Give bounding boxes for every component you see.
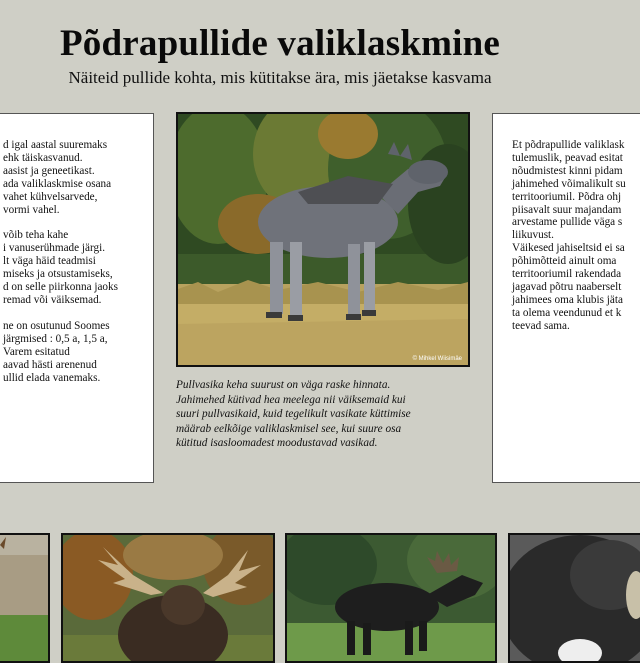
left-panel-line: aasist ja geneetikast.	[3, 164, 95, 177]
left-panel-line: miseks ja otsustamiseks,	[3, 268, 113, 281]
poster-subtitle: Näiteid pullide kohta, mis kütitakse ära, mis jäetakse kasvama	[68, 68, 492, 87]
moose-thumbnail-4	[508, 533, 640, 663]
right-text-panel	[492, 113, 640, 483]
left-text-panel	[0, 113, 154, 483]
left-panel-line: d igal aastal suuremaks	[3, 139, 108, 151]
left-panel-line: ehk täiskasvanud.	[3, 151, 83, 164]
left-panel-line: järgmised : 0,5 a, 1,5 a,	[3, 332, 108, 345]
moose-thumbnail-2	[61, 533, 275, 663]
moose-thumbnail-3	[285, 533, 497, 663]
right-panel-line: Väikesed jahiseltsid ei sa	[512, 242, 625, 255]
right-panel-line: arvestame pullide väga s	[512, 216, 623, 229]
left-panel-line: aavad hästi arenenud	[3, 358, 97, 371]
left-panel-line: ne on osutunud Soomes	[3, 319, 110, 332]
moose-calf-illustration	[178, 114, 468, 365]
moose-thumbnail-2-illustration	[63, 535, 273, 661]
right-panel-line: liikuvust.	[512, 229, 554, 242]
left-panel-line: d on selle piirkonna jaoks	[3, 281, 118, 294]
right-panel-line: jahimees oma klubis jäta	[512, 293, 623, 306]
moose-thumbnail-4-illustration	[510, 535, 640, 661]
caption-line: kütitud isasloomadest moodustavad vasikad.	[176, 437, 378, 450]
right-panel-line: nõudmistest kinni pidam	[512, 164, 623, 177]
right-panel-line: Et põdrapullide valiklask	[512, 139, 625, 151]
left-panel-line: vahet kühvelsarvede,	[3, 190, 98, 203]
left-panel-line: ullid elada vanemaks.	[3, 371, 101, 384]
left-panel-line: i vanuserühmade järgi.	[3, 242, 106, 255]
caption-line: Pullvasika keha suurust on väga raske hinnata.	[176, 379, 391, 391]
poster-title: Põdrapullide valiklaskmine	[59, 23, 501, 64]
left-panel-line: Varem esitatud	[3, 345, 70, 358]
paragraph-gap	[3, 216, 147, 229]
right-panel-line: territooriumil rakendada	[512, 268, 622, 281]
right-panel-line: jagavad põtru naaberselt	[512, 280, 622, 293]
right-panel-line: põhimõtteid ainult oma	[512, 255, 617, 268]
left-panel-line: võib teha kahe	[3, 229, 69, 242]
moose-thumbnail-1	[0, 533, 50, 663]
moose-thumbnail-1-illustration	[0, 535, 48, 661]
paragraph-gap	[3, 307, 147, 320]
left-panel-line: ada valiklaskmise osana	[3, 177, 112, 190]
right-panel-line: ta olema veendunud et k	[512, 306, 622, 319]
caption-line: määrab eelkõige valiklaskmisel see, kui suure osa	[176, 422, 402, 435]
left-panel-line: remad või väiksemad.	[3, 293, 102, 306]
right-panel-line: territooriumil. Põdra ohj	[512, 190, 622, 203]
left-panel-line: lt väga häid teadmisi	[3, 255, 96, 268]
moose-thumbnail-3-illustration	[287, 535, 495, 661]
photo-caption	[176, 378, 466, 451]
caption-line: Jahimehed kütivad hea meelega nii väiksemaid kui	[176, 393, 406, 406]
right-panel-line: piisavalt suur majandam	[512, 203, 622, 216]
right-panel-line: tulemuslik, peavad esitat	[512, 151, 623, 164]
moose-calf-photo	[176, 112, 470, 367]
right-panel-line: jahimehed võimalikult su	[512, 177, 626, 190]
caption-line: suuri pullvasikaid, kuid tegelikult vasikate küttimise	[176, 408, 411, 421]
right-panel-line: teevad sama.	[512, 319, 570, 332]
photo-credit: © Mihkel Wiisimäe	[412, 356, 462, 362]
left-panel-line: vormi vahel.	[3, 203, 60, 216]
